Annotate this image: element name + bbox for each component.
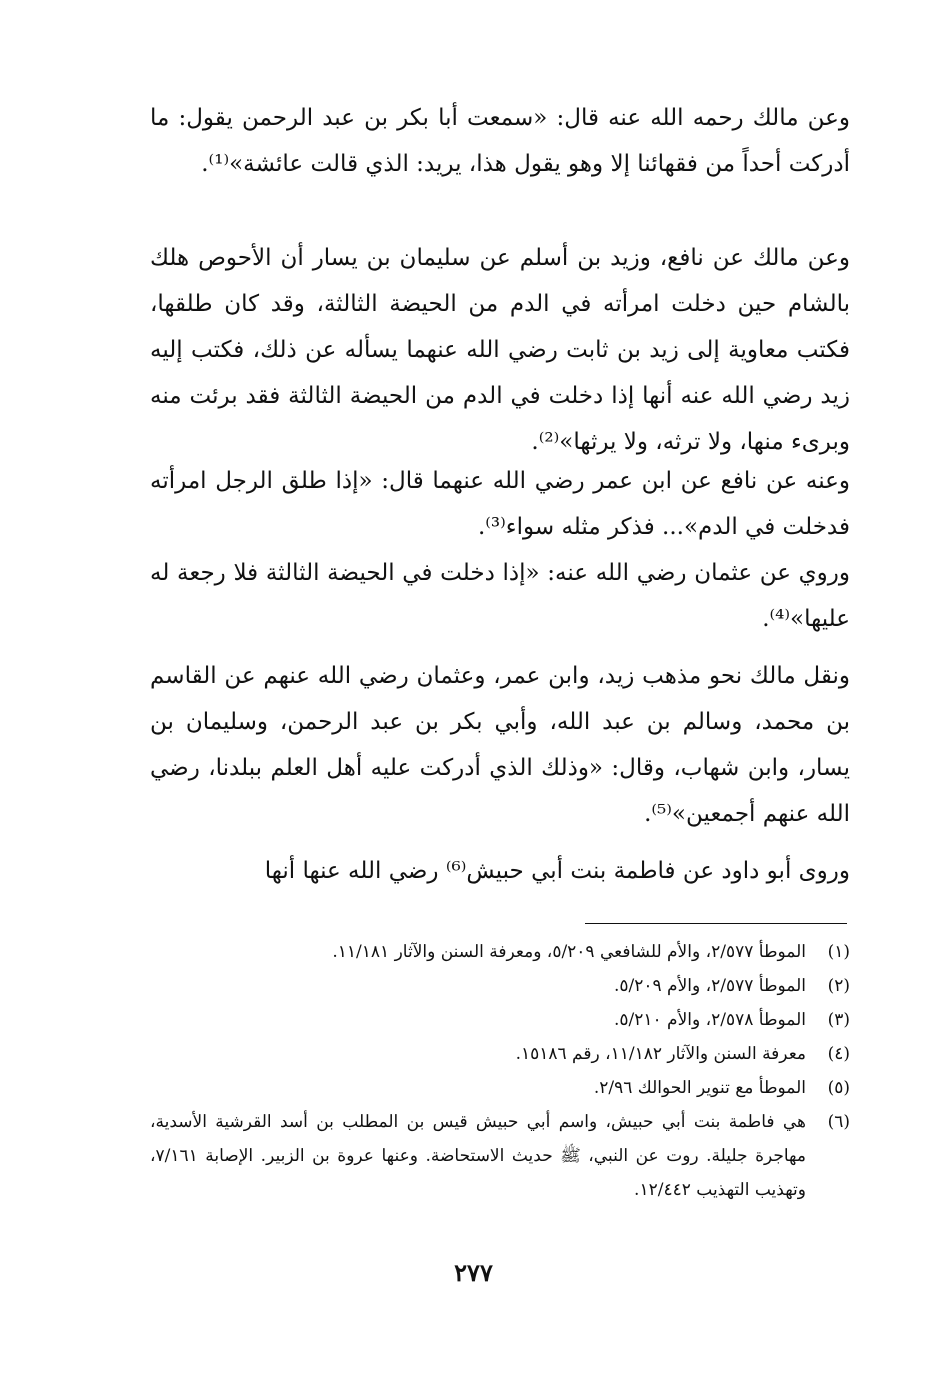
body-paragraph-2: وعن مالك عن نافع، وزيد بن أسلم عن سليمان بن يسار أن الأحوص هلك بالشام حين دخلت امرأته في الدم من الحيضة الثالثة، وقد كان طلقها، فكتب معاوية إلى زيد بن ثابت رضي الله عنهما يسأله عن ذلك، فكتب إليه زيد رضي الله عنه أنها إذا دخلت في الدم من الحيضة الثالثة فقد برئت منه وبرىء منها، ولا ترثه، ولا يرثها»⁽²⁾. xyxy=(150,245,850,455)
body-paragraph-4: وروي عن عثمان رضي الله عنه: «إذا دخلت في الحيضة الثالثة فلا رجعة له عليها»⁽⁴⁾. xyxy=(150,560,850,632)
footnote-number: (٤) xyxy=(827,1044,850,1064)
body-paragraph-6: وروى أبو داود عن فاطمة بنت أبي حبيش⁽⁶⁾ رضي الله عنها أنها xyxy=(264,858,850,884)
footnote-item xyxy=(150,1105,850,1207)
footnote-text: هي فاطمة بنت أبي حبيش، واسم أبي حبيش قيس بن المطلب بن أسد القرشية الأسدية، مهاجرة جليلة. روت عن النبي، ﷺ حديث الاستحاضة. وعنها عروة بن الزبير. الإصابة ٧/١٦١، وتهذيب التهذيب ١٢/٤٤٢. xyxy=(150,1112,806,1200)
footnotes-list xyxy=(150,935,850,1207)
footnote-item xyxy=(150,935,850,969)
body-paragraph-1: وعن مالك رحمه الله عنه قال: «سمعت أبا بكر بن عبد الرحمن يقول: ما أدركت أحداً من فقهائنا إلا وهو يقول هذا، يريد: الذي قالت عائشة»⁽¹⁾. xyxy=(150,105,850,177)
footnote-item xyxy=(150,1071,850,1105)
body-paragraph-5: ونقل مالك نحو مذهب زيد، وابن عمر، وعثمان رضي الله عنهم عن القاسم بن محمد، وسالم بن عبد الله، وأبي بكر بن عبد الرحمن، وسليمان بن يسار، وابن شهاب، وقال: «وذلك الذي أدركت عليه أهل العلم ببلدنا، رضي الله عنهم أجمعين»⁽⁵⁾. xyxy=(150,663,850,827)
footnote-text: الموطأ ٢/٥٧٨، والأم ٥/٢١٠. xyxy=(613,1010,806,1030)
footnote-divider xyxy=(585,923,847,924)
footnote-text: الموطأ ٢/٥٧٧، والأم للشافعي ٥/٢٠٩، ومعرفة السنن والآثار ١١/١٨١. xyxy=(332,942,806,962)
footnote-number: (٥) xyxy=(827,1078,850,1098)
footnote-item xyxy=(150,1037,850,1071)
body-paragraph-3: وعنه عن نافع عن ابن عمر رضي الله عنهما قال: «إذا طلق الرجل امرأته فدخلت في الدم»... فذكر مثله سواء⁽³⁾. xyxy=(150,468,850,540)
footnote-item xyxy=(150,1003,850,1037)
footnote-number: (٣) xyxy=(827,1010,850,1030)
footnote-number: (٦) xyxy=(827,1112,850,1132)
footnote-item xyxy=(150,969,850,1003)
footnote-text: الموطأ ٢/٥٧٧، والأم ٥/٢٠٩. xyxy=(613,976,806,996)
footnote-text: الموطأ مع تنوير الحوالك ٢/٩٦. xyxy=(593,1078,806,1098)
page-number: ٢٧٧ xyxy=(454,1258,493,1287)
footnote-number: (٢) xyxy=(827,976,850,996)
footnote-number: (١) xyxy=(827,942,850,962)
footnote-text: معرفة السنن والآثار ١١/١٨٢، رقم ١٥١٨٦. xyxy=(515,1044,806,1064)
